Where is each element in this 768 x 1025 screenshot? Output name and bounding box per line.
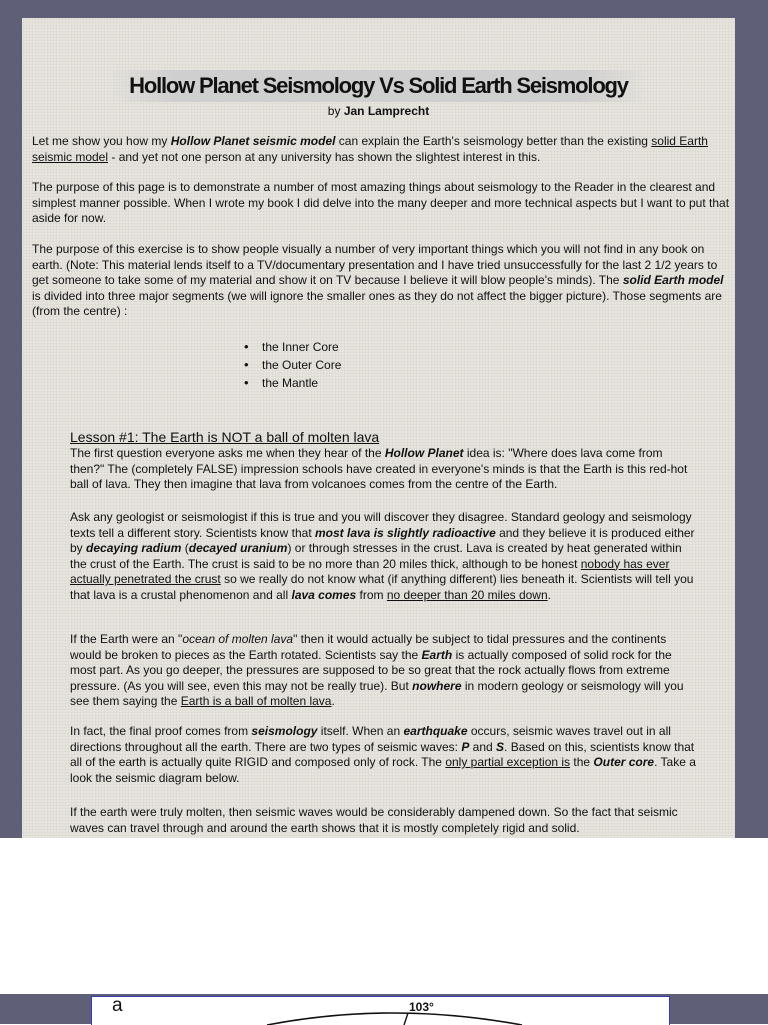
decayed-uranium-term: decayed uranium: [188, 541, 288, 555]
lesson-paragraph-1: [70, 446, 700, 493]
segment-item: • the Mantle: [244, 374, 341, 392]
lesson-p4-text-1: In fact, the final proof comes from: [70, 724, 252, 738]
segment-item: • the Outer Core: [244, 356, 341, 374]
lesson-p4-text-7: . Take a look the seismic diagram below.: [70, 755, 696, 785]
p-wave-term: P: [461, 739, 470, 754]
lesson-p1-text-1: The first question everyone asks me when they hear of the: [70, 446, 385, 460]
decaying-radium-term: decaying radium: [86, 541, 182, 555]
purpose2-text-2: is divided into three major segments (we will ignore the smaller ones as they do not affect the bigger picture). Those segments are (from the centre) :: [32, 288, 722, 318]
diagram-angle-label: 103°: [409, 1000, 434, 1014]
segments-list: [244, 338, 341, 392]
intro-text-1: Let me show you how my: [32, 134, 171, 148]
byline-prefix: by: [327, 104, 341, 118]
lesson-p4-text-5: . Based on this, scientists know that all of the earth is actually quite RIGID and composed only of rock. The: [70, 739, 695, 769]
byline-author: Jan Lamprecht: [343, 104, 430, 118]
lesson-heading: Lesson #1: The Earth is NOT a ball of molten lava: [70, 429, 380, 445]
hollow-planet-model-term: Hollow Planet seismic model: [170, 134, 336, 148]
purpose2-text-1: The purpose of this exercise is to show people visually a number of very important things which you will not find in any book on earth. (Note: This material lends itself to a TV/documentary presentation and I have tried unsuccessfully for the last 2 1/2 years to get someone to take some of my material and show it on TV because I believe it will blow people's minds). The: [32, 242, 718, 287]
solid-earth-term: solid Earth model: [622, 273, 724, 287]
lesson-p3-text-5: .: [331, 694, 335, 708]
lesson-p1-text-2: idea is: "Where does lava come from then?" The (completely FALSE) impression schools have created in everyone's minds is that the Earth is this red-hot ball of lava. They then imagine that lava from volcanoes comes from the centre of the Earth.: [70, 446, 688, 491]
lesson-p2-text-1: Ask any geologist or seismologist if this is true and you will discover they disagree. Standard geology and seismology texts tell a different story. Scientists know that: [70, 510, 692, 540]
lesson-p4-text-4: and: [469, 739, 497, 754]
seismic-diagram: [91, 996, 670, 1025]
s-wave-term: S: [496, 739, 505, 754]
byline: [22, 104, 735, 118]
lesson-p2-text-7: .: [547, 587, 551, 602]
earth-term: Earth: [421, 647, 453, 662]
segment-item: • the Inner Core: [244, 338, 341, 356]
lesson-p2-text-5: so we really do not know what (if anything different) lies beneath it. Scientists will tell you that lava is a crustal phenomenon and all: [70, 572, 694, 602]
lesson-p4-text-6: the: [570, 755, 594, 769]
lesson-p4-text-2: itself. When an: [317, 724, 404, 738]
lesson-paragraph-5: If the earth were truly molten, then seismic waves would be considerably dampened down. So the fact that seismic waves can travel through and around the earth shows that it is mostly completely rigid and solid.: [70, 805, 678, 835]
partial-exception-link[interactable]: only partial exception is: [445, 755, 571, 769]
lesson-p2-text-3: (: [181, 541, 189, 555]
crust-penetration-link[interactable]: nobody has ever actually penetrated the crust: [70, 556, 670, 586]
intro-paragraph: [32, 134, 732, 165]
hollow-planet-term: Hollow Planet: [384, 446, 464, 460]
purpose-paragraph-2: [32, 242, 732, 320]
twenty-miles-link[interactable]: no deeper than 20 miles down: [386, 587, 548, 602]
seismology-term: seismology: [251, 724, 318, 738]
document-page: [22, 18, 735, 838]
lesson-paragraph-4: [70, 724, 700, 786]
nowhere-term: nowhere: [412, 678, 462, 693]
title-banner: [22, 70, 735, 102]
lesson-p3-text-3: is actually composed of solid rock for the most part. As you go deeper, the pressures are supposed to be so great that the rock actually flows from extreme pressure. (As you will see, even this may not be really true). But: [70, 647, 672, 693]
outer-core-term: Outer core: [593, 755, 655, 769]
lava-comes-term: lava comes: [291, 587, 357, 602]
lesson-p2-text-4: ) or through stresses in the crust. Lava is created by heat generated within the crust of the Earth. The crust is said to be no more than 20 miles thick, although to be honest: [70, 541, 682, 571]
molten-lava-ball-link[interactable]: Earth is a ball of molten lava: [180, 694, 332, 708]
diagram-letter-label: a: [112, 996, 123, 1016]
intro-text-2: can explain the Earth's seismology better than the existing: [335, 134, 652, 148]
lesson-p2-text-2: and they believe it is produced either by: [70, 525, 695, 555]
purpose-paragraph-1: The purpose of this page is to demonstrate a number of most amazing things about seismology to the Reader in the clearest and simplest manner possible. When I wrote my book I did delve into the many deeper and more technical aspects but I want to put that aside for now.: [32, 180, 730, 225]
ocean-of-lava-term: ocean of molten lava: [182, 632, 294, 646]
intro-text-3: - and yet not one person at any university has shown the slightest interest in this.: [108, 149, 541, 164]
lesson-p4-text-3: occurs, seismic waves travel out in all directions throughout all the earth. There are two types of seismic waves:: [70, 724, 671, 754]
lesson-p3-text-1: If the Earth were an ": [70, 632, 183, 646]
lesson-paragraph-2: [70, 510, 700, 603]
lesson-p2-text-6: from: [356, 587, 387, 602]
radioactive-lava-term: most lava is slightly radioactive: [315, 525, 496, 540]
earth-outline-arc: [92, 997, 669, 1025]
lesson-p3-text-2: " then it would actually be subject to tidal pressures and the continents would be broken to pieces as the Earth rotated. Scientists say the: [70, 632, 667, 662]
earthquake-term: earthquake: [403, 724, 468, 738]
lesson-p3-text-4: in modern geology or seismology will you see them saying the: [70, 678, 684, 708]
lesson-paragraph-3: [70, 632, 700, 710]
page-title: Hollow Planet Seismology Vs Solid Earth Seismology: [111, 70, 646, 102]
solid-earth-model-link[interactable]: solid Earth seismic model: [32, 134, 708, 164]
